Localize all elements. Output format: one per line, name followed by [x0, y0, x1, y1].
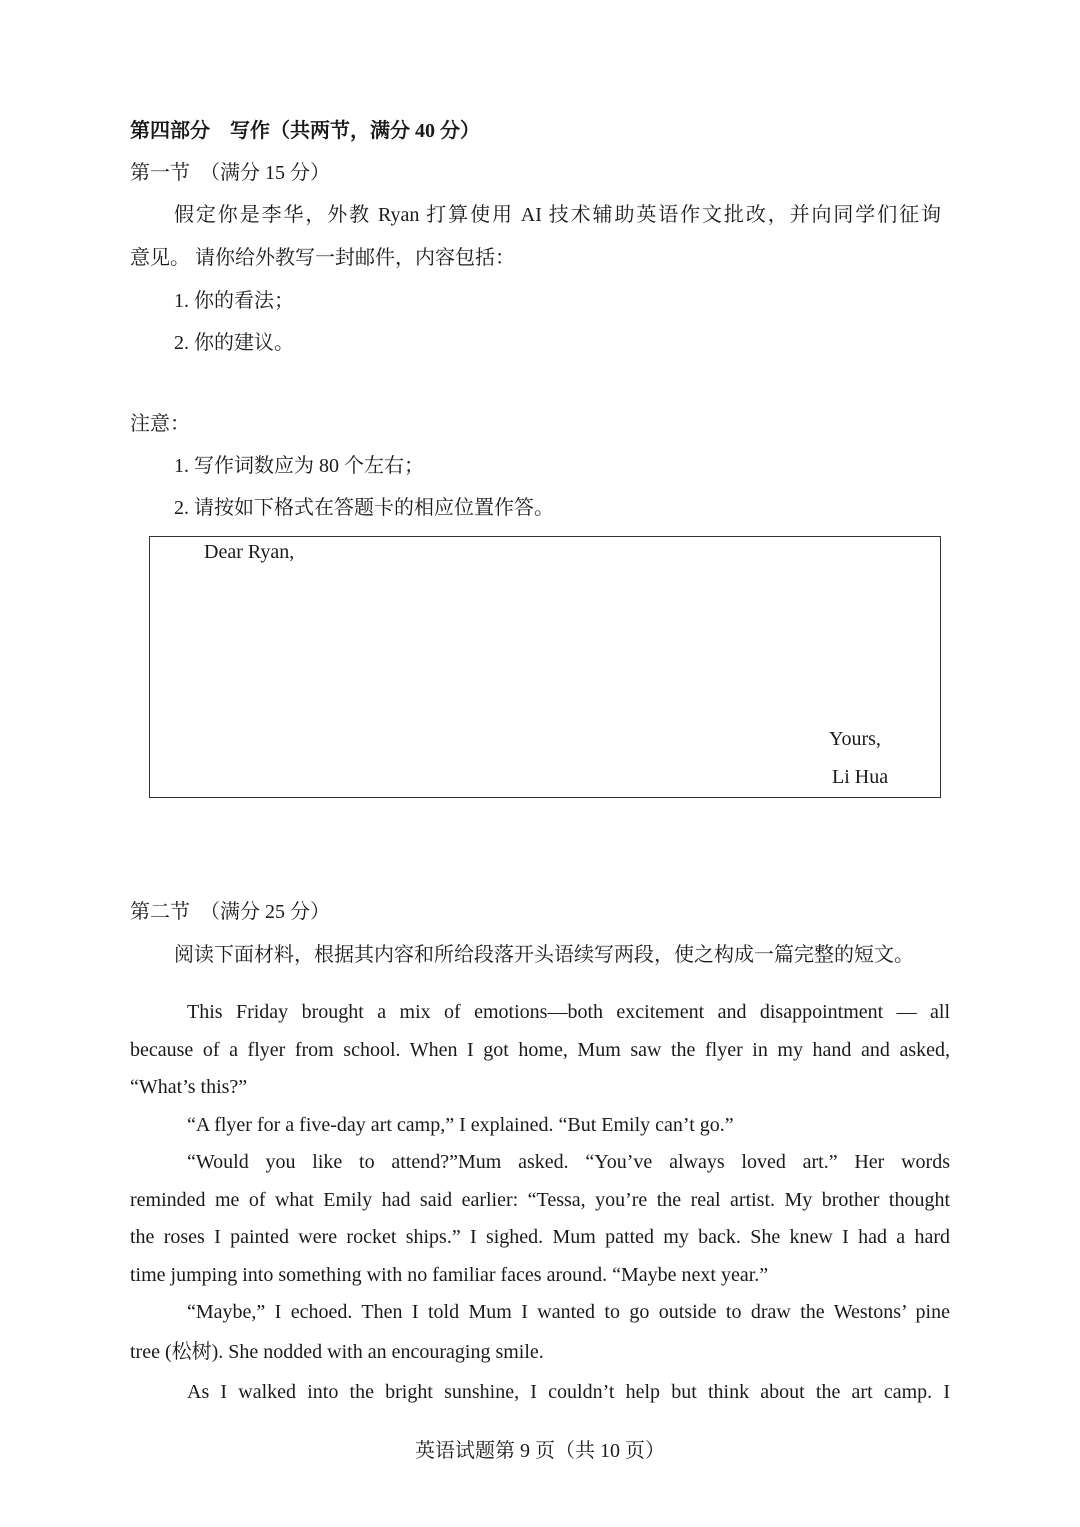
passage-line: “Maybe,” I echoed. Then I told Mum I wanted to go outside to draw the Westons’ pine	[187, 1301, 950, 1323]
part-heading: 第四部分 写作（共两节，满分 40 分）	[130, 120, 480, 142]
letter-greeting: Dear Ryan,	[204, 541, 295, 563]
passage-line: reminded me of what Emily had said earlier: “Tessa, you’re the real artist. My brother thought	[130, 1189, 950, 1211]
passage-line: “A flyer for a five-day art camp,” I explained. “But Emily can’t go.”	[187, 1114, 734, 1136]
requirement-item-2: 2. 你的建议。	[174, 332, 294, 354]
notes-heading: 注意：	[130, 413, 190, 435]
note-item-1: 1. 写作词数应为 80 个左右；	[174, 455, 424, 477]
passage-line: As I walked into the bright sunshine, I couldn’t help but think about the art camp. I	[187, 1381, 950, 1403]
section2-heading: 第二节 （满分 25 分）	[130, 901, 330, 923]
section1-heading: 第一节 （满分 15 分）	[130, 162, 330, 184]
letter-format-box	[149, 536, 941, 798]
section1-intro-line2: 意见。 请你给外教写一封邮件，内容包括：	[130, 247, 515, 269]
letter-signature: Li Hua	[832, 766, 889, 788]
passage-line: This Friday brought a mix of emotions—both excitement and disappointment — all	[187, 1001, 950, 1023]
letter-closing: Yours,	[829, 728, 881, 750]
note-item-2: 2. 请按如下格式在答题卡的相应位置作答。	[174, 497, 554, 519]
passage-line: because of a flyer from school. When I got home, Mum saw the flyer in my hand and asked,	[130, 1039, 950, 1061]
section2-instruction: 阅读下面材料，根据其内容和所给段落开头语续写两段，使之构成一篇完整的短文。	[174, 944, 914, 966]
section1-intro-line1: 假定你是李华，外教 Ryan 打算使用 AI 技术辅助英语作文批改，并向同学们征询	[174, 204, 941, 226]
passage-line: “Would you like to attend?”Mum asked. “You’ve always loved art.” Her words	[187, 1151, 950, 1173]
page-footer: 英语试题第 9 页（共 10 页）	[415, 1440, 665, 1462]
requirement-item-1: 1. 你的看法；	[174, 290, 294, 312]
passage-line: “What’s this?”	[130, 1076, 248, 1098]
passage-line: time jumping into something with no familiar faces around. “Maybe next year.”	[130, 1264, 769, 1286]
passage-line: tree (松树). She nodded with an encouraging smile.	[130, 1341, 544, 1363]
passage-line: the roses I painted were rocket ships.” I sighed. Mum patted my back. She knew I had a hard	[130, 1226, 950, 1248]
